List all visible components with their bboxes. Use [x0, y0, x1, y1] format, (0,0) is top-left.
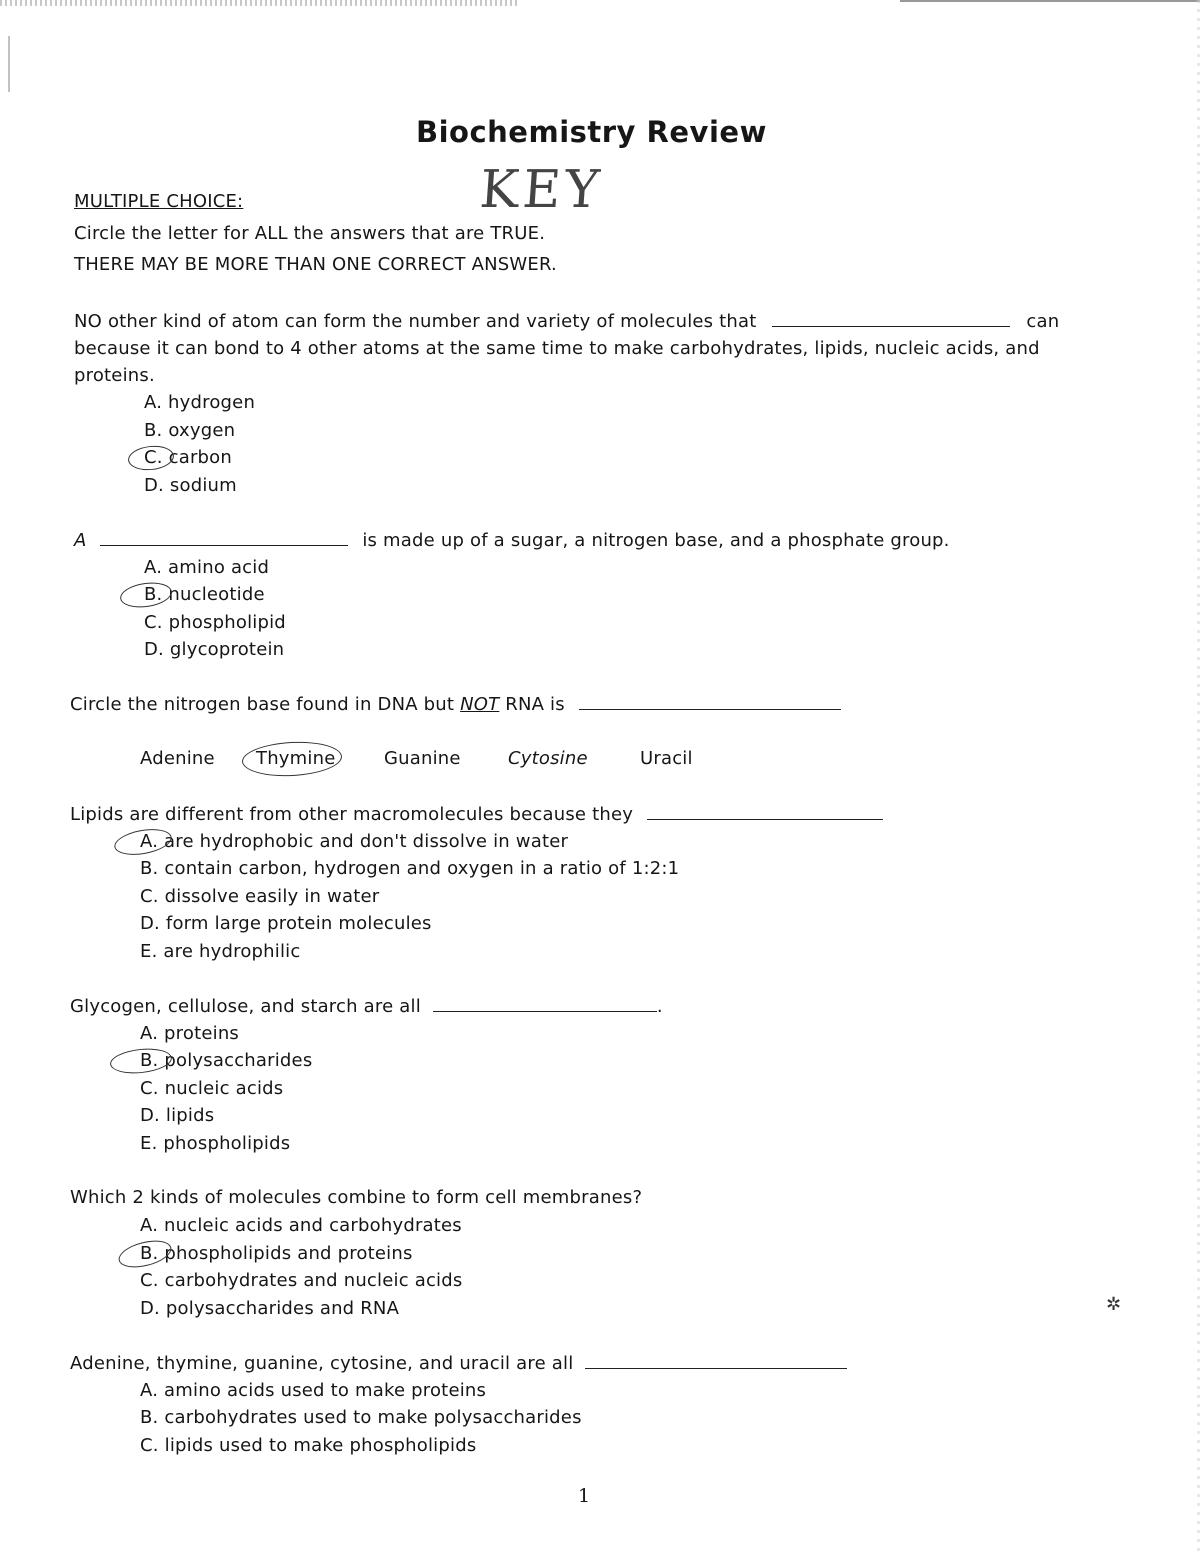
answer-option: A. are hydrophobic and don't dissolve in water: [140, 831, 569, 852]
answer-blank: [647, 805, 883, 820]
answer-option: D. form large protein molecules: [140, 913, 432, 934]
question-text: [70, 805, 883, 824]
scan-speck: ✲: [1106, 1294, 1122, 1315]
answer-option: B. oxygen: [144, 420, 236, 441]
nitrogen-base-option: Thymine: [256, 748, 336, 769]
answer-option: A. nucleic acids and carbohydrates: [140, 1215, 462, 1236]
answer-option: C. phospholipid: [144, 612, 286, 633]
page-number: 1: [578, 1485, 591, 1507]
question-text-emphasis: NOT: [460, 694, 500, 715]
answer-circle-mark: [112, 825, 173, 859]
answer-option: B. phospholipids and proteins: [140, 1243, 413, 1264]
page-title: Biochemistry Review: [416, 115, 767, 149]
question-text-part: Circle the nitrogen base found in DNA but: [70, 694, 455, 715]
nitrogen-base-option: Cytosine: [508, 748, 588, 769]
answer-option: A. amino acid: [144, 557, 270, 578]
question-text-part: Lipids are different from other macromolecules because they: [70, 804, 634, 825]
question-text: [74, 312, 1059, 331]
question-text-part: Adenine, thymine, guanine, cytosine, and uracil are all: [70, 1353, 574, 1374]
question-text: Which 2 kinds of molecules combine to form cell membranes?: [70, 1187, 643, 1208]
question-text: [70, 695, 841, 714]
answer-option: D. sodium: [144, 475, 237, 496]
answer-circle-mark: [241, 739, 343, 778]
question-text-part: NO other kind of atom can form the number and variety of molecules that: [74, 311, 757, 332]
answer-option: B. polysaccharides: [140, 1050, 313, 1071]
answer-option: D. glycoprotein: [144, 639, 285, 660]
key-handwritten-mark: KEY: [477, 160, 606, 220]
nitrogen-base-option: Uracil: [640, 748, 693, 769]
question-text-part: A: [74, 530, 87, 551]
answer-option: C. lipids used to make phospholipids: [140, 1435, 477, 1456]
answer-option: C. dissolve easily in water: [140, 886, 380, 907]
answer-option: A. amino acids used to make proteins: [140, 1380, 487, 1401]
question-text-part: Glycogen, cellulose, and starch are all: [70, 996, 421, 1017]
answer-option: A. hydrogen: [144, 392, 256, 413]
nitrogen-base-option: Adenine: [140, 748, 215, 769]
instruction-line: Circle the letter for ALL the answers that are TRUE.: [74, 223, 546, 244]
nitrogen-base-option: Guanine: [384, 748, 461, 769]
question-text-part: .: [656, 996, 663, 1017]
answer-circle-mark: [109, 1046, 173, 1076]
answer-option: C. carbon: [144, 447, 232, 468]
answer-option: B. carbohydrates used to make polysaccharides: [140, 1407, 582, 1428]
answer-option: E. phospholipids: [140, 1133, 291, 1154]
answer-option: B. nucleotide: [144, 584, 265, 605]
answer-circle-mark: [127, 444, 175, 473]
instruction-line: THERE MAY BE MORE THAN ONE CORRECT ANSWER.: [74, 254, 557, 275]
answer-blank: [579, 695, 841, 710]
scan-artifact-left: [8, 36, 10, 92]
scan-artifact-top-right: [900, 0, 1200, 2]
answer-blank: [100, 531, 348, 546]
question-text-part: RNA is: [505, 694, 565, 715]
answer-option: A. proteins: [140, 1023, 240, 1044]
question-text-part: can: [1026, 311, 1060, 332]
answer-circle-mark: [116, 1236, 174, 1272]
answer-option: D. polysaccharides and RNA: [140, 1298, 400, 1319]
answer-blank: [585, 1354, 847, 1369]
answer-option: C. nucleic acids: [140, 1078, 284, 1099]
question-text: [70, 997, 663, 1016]
answer-option: D. lipids: [140, 1105, 215, 1126]
question-text: proteins.: [74, 365, 155, 386]
question-text: [70, 1354, 847, 1373]
question-text: because it can bond to 4 other atoms at the same time to make carbohydrates, lipids, nucleic acids, and: [74, 338, 1040, 359]
answer-circle-mark: [119, 579, 174, 610]
question-text-part: is made up of a sugar, a nitrogen base, and a phosphate group.: [362, 530, 950, 551]
answer-blank: [433, 997, 657, 1012]
scan-artifact-top: [0, 0, 520, 6]
answer-blank: [772, 312, 1010, 327]
answer-option: B. contain carbon, hydrogen and oxygen in a ratio of 1:2:1: [140, 858, 680, 879]
section-heading: MULTIPLE CHOICE:: [74, 191, 244, 212]
answer-option: E. are hydrophilic: [140, 941, 301, 962]
answer-option: C. carbohydrates and nucleic acids: [140, 1270, 463, 1291]
question-text: [74, 531, 950, 550]
